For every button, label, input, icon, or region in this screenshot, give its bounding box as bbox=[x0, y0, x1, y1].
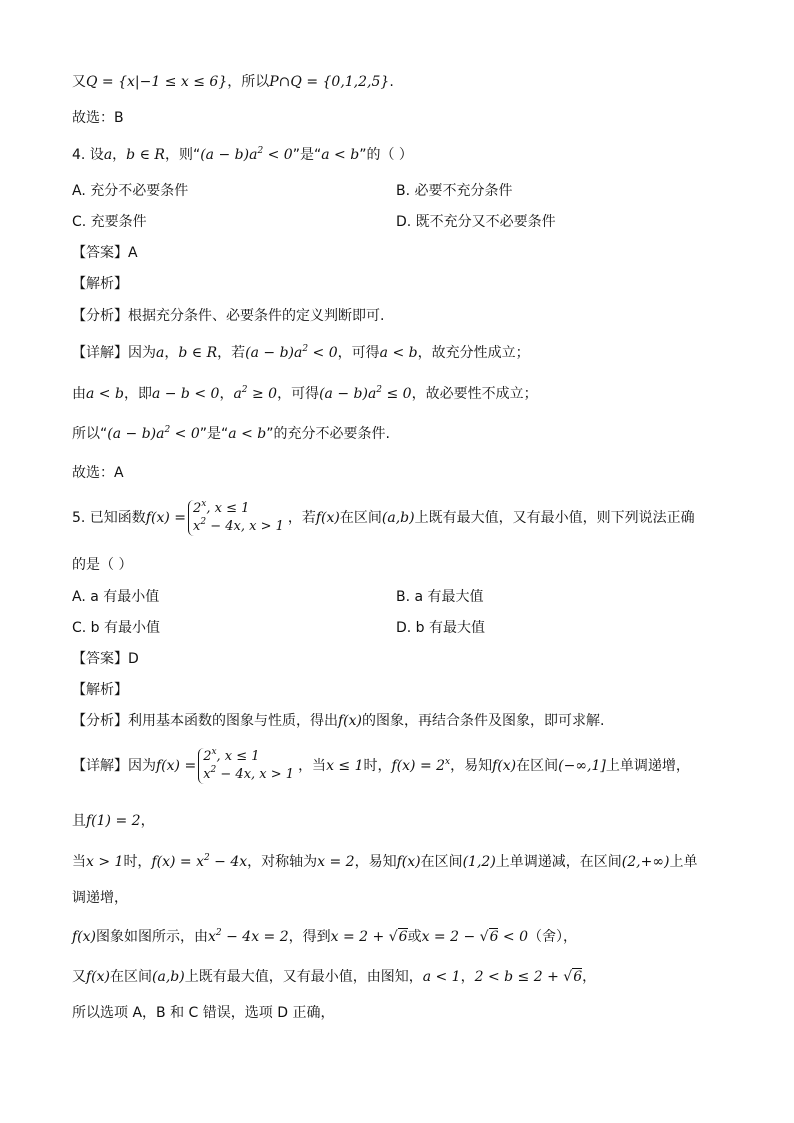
f-of-x: f(x) bbox=[86, 969, 111, 985]
pw-base: 2 bbox=[203, 749, 212, 764]
answer-4: 【答案】A bbox=[72, 245, 138, 261]
text: 4. 设 bbox=[72, 147, 104, 163]
text: ，得到 bbox=[288, 929, 331, 945]
choose-a: 故选：A bbox=[72, 465, 124, 481]
text: ，故充分性成立； bbox=[417, 345, 530, 361]
text: 上既有最大值，又有最小值，由图知， bbox=[184, 969, 423, 985]
text: ， bbox=[140, 813, 155, 829]
pw-cond: , x ≤ 1 bbox=[206, 501, 250, 516]
x-gt-1: x > 1 bbox=[86, 854, 124, 870]
text: ，所以 bbox=[227, 74, 270, 90]
axis-x-eq-2: x = 2 bbox=[317, 854, 355, 870]
f-quadratic: f(x) = x bbox=[151, 854, 204, 870]
analysis-5-summary bbox=[72, 711, 604, 731]
text: ”是“ bbox=[292, 147, 322, 163]
text: 又 bbox=[72, 74, 86, 90]
pw-base: x bbox=[193, 519, 201, 534]
root-1: x = 2 + bbox=[330, 929, 389, 945]
text: 所以“ bbox=[72, 426, 108, 442]
text: 在区间 bbox=[339, 510, 382, 526]
a-minus-b: a − b < 0 bbox=[151, 386, 220, 402]
exponent: 2 bbox=[210, 765, 217, 775]
text: 上单调递减，在区间 bbox=[495, 854, 622, 870]
answer-5: 【答案】D bbox=[72, 651, 139, 667]
detail-5-line4: f(x)图象如图所示，由$x^2 - 4x = 2$，得到x = 2 + √6或x = 2 − √6 < 0（舍）， bbox=[72, 928, 578, 945]
detail-4-line3 bbox=[72, 424, 390, 444]
exponent: 2 bbox=[241, 385, 248, 395]
sqrt-6: 6 bbox=[489, 929, 499, 945]
text: ”的充分不必要条件. bbox=[266, 426, 390, 442]
text: ，易知 bbox=[354, 854, 397, 870]
exponent: x bbox=[445, 757, 451, 767]
q5-option-b: B. a 有最大值 bbox=[396, 589, 484, 605]
text: ，对称轴为 bbox=[247, 854, 318, 870]
text: ， bbox=[460, 969, 475, 985]
root-2: x = 2 − bbox=[421, 929, 480, 945]
f-of-x: f(x) bbox=[396, 854, 421, 870]
condition-a-lt-b: a < b bbox=[321, 147, 360, 163]
f-eq-2x: f(x) = 2 bbox=[391, 758, 446, 774]
condition-expr-lt: < 0 bbox=[170, 426, 200, 442]
text: 又 bbox=[72, 969, 86, 985]
text: 当 bbox=[72, 854, 86, 870]
text: 上既有最大值，又有最小值，则下列说法正确 bbox=[414, 510, 695, 526]
text: ，故必要性不成立； bbox=[411, 386, 538, 402]
text: 的图象，再结合条件及图象，即可求解. bbox=[362, 713, 605, 729]
var-a: a bbox=[233, 386, 242, 402]
f-of-x: f(x) bbox=[72, 929, 97, 945]
detail-5-line2 bbox=[72, 811, 155, 831]
text: ，若 bbox=[287, 510, 316, 526]
text: 时， bbox=[123, 854, 152, 870]
x-le-1: x ≤ 1 bbox=[326, 758, 364, 774]
equation: x bbox=[208, 929, 216, 945]
condition-expr: (a − b)a bbox=[200, 147, 258, 163]
interval-neg-inf-1: (−∞,1] bbox=[558, 758, 606, 774]
exponent: 2 bbox=[302, 344, 309, 354]
sqrt-6: 6 bbox=[573, 969, 583, 985]
exponent: 2 bbox=[215, 928, 222, 938]
exponent: 2 bbox=[203, 853, 210, 863]
f-quadratic-rest: − 4x bbox=[209, 854, 248, 870]
pw-base: 2 bbox=[193, 501, 202, 516]
pw-base: x bbox=[203, 767, 211, 782]
detail-5-line3-cont: 调递增， bbox=[72, 890, 128, 906]
exponent: 2 bbox=[376, 385, 383, 395]
condition-expr: (a − b)a bbox=[319, 386, 377, 402]
text: . bbox=[389, 74, 394, 90]
text: 且 bbox=[72, 813, 86, 829]
piecewise-function bbox=[198, 748, 294, 784]
analysis-5-heading: 【解析】 bbox=[72, 682, 128, 698]
le-zero: ≤ 0 bbox=[382, 386, 412, 402]
text: 【详解】因为 bbox=[72, 758, 156, 774]
text: 【分析】利用基本函数的图象与性质，得出 bbox=[72, 713, 338, 729]
a-lt-1: a < 1 bbox=[422, 969, 461, 985]
question-4: 4. 设a，b ∈ R，则“$(a - b)a^2 < 0$”是“a < b”的（ ） bbox=[72, 146, 413, 163]
text: ，易知 bbox=[450, 758, 493, 774]
text: 在区间 bbox=[516, 758, 559, 774]
detail-4-line1: 【详解】因为a，b ∈ R，若$(a - b)a^2 < 0$，可得a < b，故充分性成立； bbox=[72, 344, 530, 361]
text: 在区间 bbox=[420, 854, 463, 870]
detail-5-line5: 又f(x)在区间(a,b)上既有最大值，又有最小值，由图知，a < 1，2 < b ≤ 2 + √6， bbox=[72, 969, 597, 985]
text: 5. 已知函数 bbox=[72, 510, 146, 526]
function-f: f(x) = bbox=[156, 758, 197, 774]
condition-expr-lt: < 0 bbox=[308, 345, 338, 361]
text: 或 bbox=[407, 929, 422, 945]
q4-option-d: D. 既不充分又不必要条件 bbox=[396, 214, 556, 230]
text: ，可得 bbox=[277, 386, 320, 402]
condition-a-lt-b: a < b bbox=[228, 426, 267, 442]
text: ， bbox=[219, 386, 234, 402]
detail-5-line6: 所以选项 A，B 和 C 错误，选项 D 正确， bbox=[72, 1005, 335, 1021]
question-5-cont: 的是（ ） bbox=[72, 557, 133, 573]
text: 图象如图所示，由 bbox=[96, 929, 209, 945]
text: ”是“ bbox=[199, 426, 229, 442]
condition-expr: (a − b)a bbox=[107, 426, 165, 442]
var-b-in-r: b ∈ R bbox=[178, 345, 218, 361]
text: ，可得 bbox=[337, 345, 380, 361]
text: 在区间 bbox=[110, 969, 153, 985]
question-5 bbox=[72, 497, 695, 539]
pw-cond: , x ≤ 1 bbox=[216, 749, 260, 764]
interval-1-2: (1,2) bbox=[462, 854, 496, 870]
detail-5-line1 bbox=[72, 745, 690, 787]
q5-option-d: D. b 有最大值 bbox=[396, 620, 486, 636]
pw-cond: − 4x, x > 1 bbox=[206, 519, 284, 534]
analysis-4-heading: 【解析】 bbox=[72, 276, 128, 292]
text: ”的（ ） bbox=[359, 147, 413, 163]
pw-cond: − 4x, x > 1 bbox=[216, 767, 295, 782]
choose-b: 故选：B bbox=[72, 110, 124, 126]
q4-option-b: B. 必要不充分条件 bbox=[396, 183, 513, 199]
root-2-end: < 0 bbox=[498, 929, 529, 945]
set-q: Q = {x|−1 ≤ x ≤ 6} bbox=[86, 74, 228, 90]
interval-2-inf: (2,+∞) bbox=[621, 854, 670, 870]
q4-option-c: C. 充要条件 bbox=[72, 214, 147, 230]
set-line bbox=[72, 72, 394, 92]
a-lt-b: a < b bbox=[379, 345, 418, 361]
q5-option-c: C. b 有最小值 bbox=[72, 620, 161, 636]
exponent: x bbox=[201, 499, 207, 509]
sqrt-6: 6 bbox=[398, 929, 408, 945]
var-a: a bbox=[103, 147, 113, 163]
text: ，若 bbox=[217, 345, 246, 361]
text: ，即 bbox=[123, 386, 152, 402]
interval-ab: (a,b) bbox=[152, 969, 185, 985]
q5-option-a: A. a 有最小值 bbox=[72, 589, 160, 605]
text: ，当 bbox=[298, 758, 327, 774]
text: ，则“ bbox=[164, 147, 201, 163]
f-of-1: f(1) = 2 bbox=[86, 813, 141, 829]
set-intersection: P∩Q = {0,1,2,5} bbox=[269, 74, 390, 90]
b-range: 2 < b ≤ 2 + bbox=[474, 969, 564, 985]
text: 由 bbox=[72, 386, 86, 402]
condition-expr-lt: < 0 bbox=[263, 147, 293, 163]
ge-zero: ≥ 0 bbox=[247, 386, 278, 402]
f-of-x: f(x) bbox=[338, 713, 363, 729]
f-of-x: f(x) bbox=[492, 758, 517, 774]
analysis-4-summary: 【分析】根据充分条件、必要条件的定义判断即可. bbox=[72, 308, 385, 324]
text: 上单 bbox=[669, 854, 698, 870]
text: 上单调递增， bbox=[605, 758, 690, 774]
detail-4-line2 bbox=[72, 384, 538, 404]
exponent: 2 bbox=[257, 146, 264, 156]
text: 【详解】因为 bbox=[72, 345, 156, 361]
var-b-in-r: b ∈ R bbox=[126, 147, 165, 163]
detail-5-line3 bbox=[72, 852, 697, 872]
text: ， bbox=[582, 969, 597, 985]
condition-expr: (a − b)a bbox=[245, 345, 303, 361]
f-of-x: f(x) bbox=[315, 510, 340, 526]
exponent: x bbox=[211, 747, 217, 757]
q4-option-a: A. 充分不必要条件 bbox=[72, 183, 189, 199]
piecewise-function bbox=[188, 500, 284, 536]
a-lt-b: a < b bbox=[86, 386, 124, 402]
var-a: a bbox=[156, 345, 165, 361]
function-f: f(x) = bbox=[145, 510, 186, 526]
text: （舍）， bbox=[528, 929, 578, 945]
exponent: 2 bbox=[164, 425, 171, 435]
equation-rest: − 4x = 2 bbox=[221, 929, 289, 945]
text: 时， bbox=[363, 758, 392, 774]
interval-ab: (a,b) bbox=[381, 510, 415, 526]
exponent: 2 bbox=[200, 517, 207, 527]
